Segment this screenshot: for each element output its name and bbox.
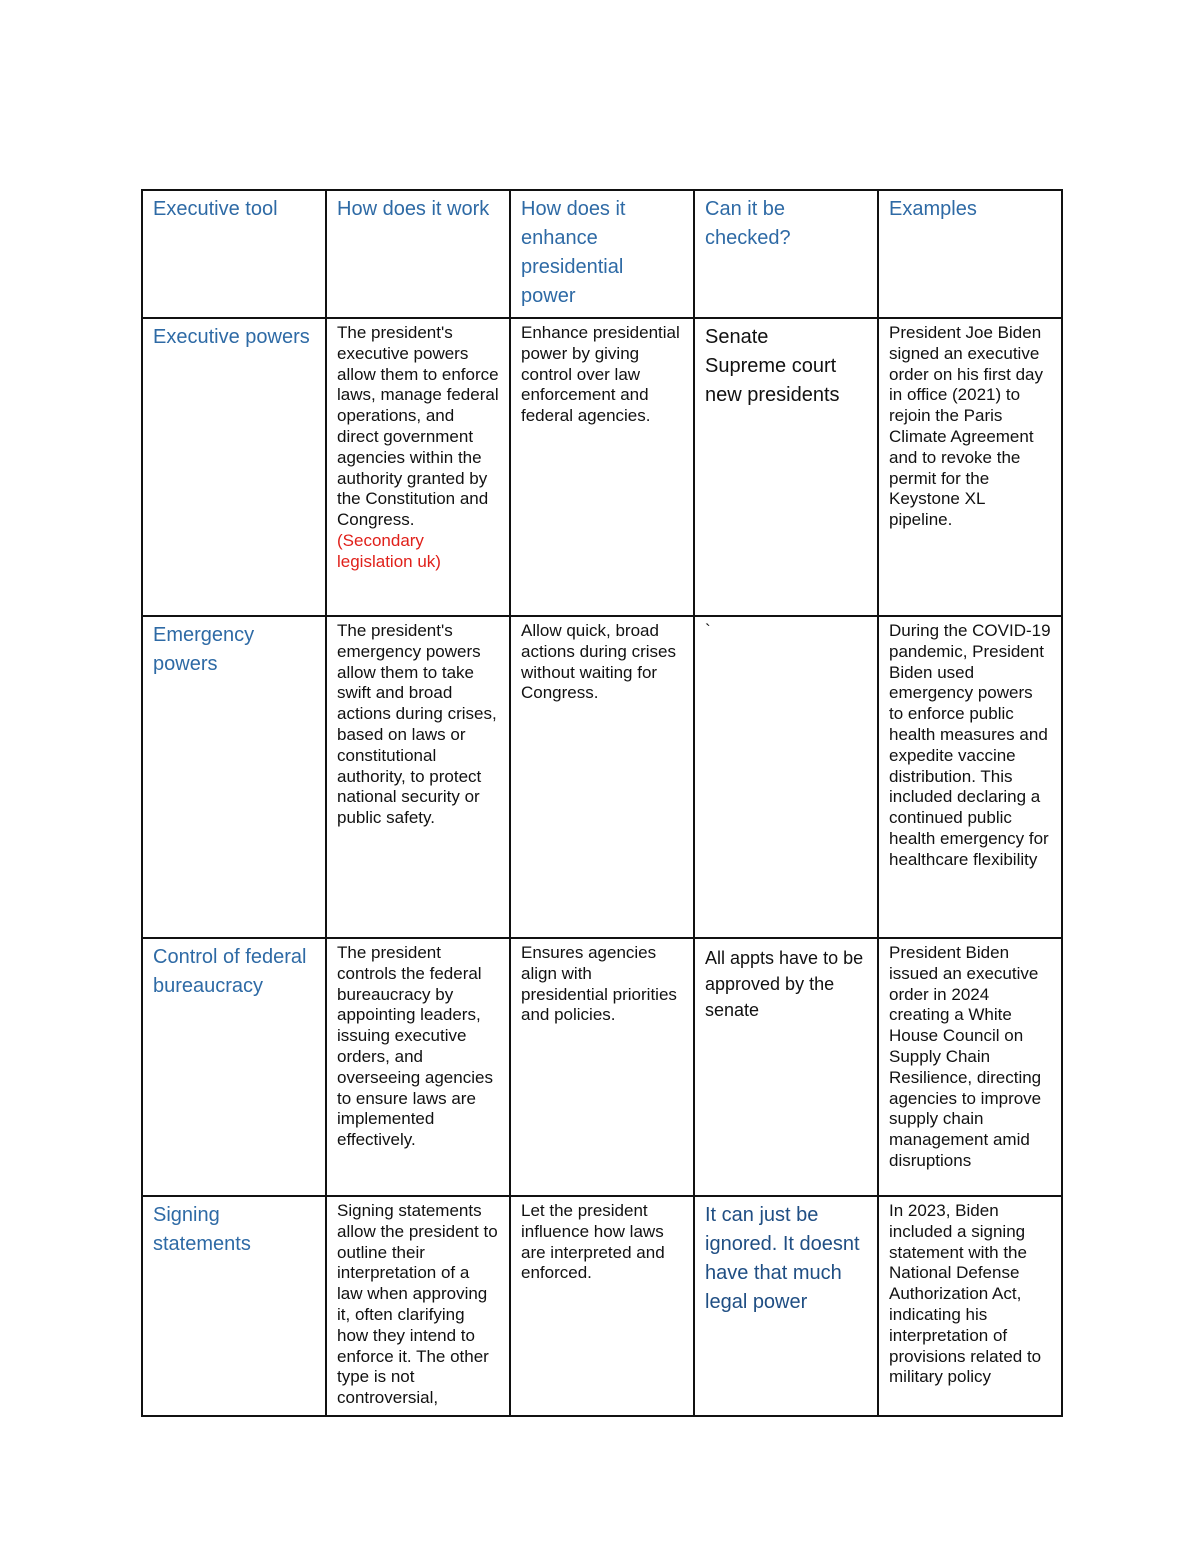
enhance-cell: Ensures agencies align with presidential priorities and policies. bbox=[510, 938, 694, 1196]
table-row bbox=[142, 938, 1062, 1196]
enhance-cell: Allow quick, broad actions during crises without waiting for Congress. bbox=[510, 616, 694, 938]
header-examples: Examples bbox=[878, 190, 1062, 318]
table-header-row bbox=[142, 190, 1062, 318]
table-row bbox=[142, 616, 1062, 938]
header-can-be-checked: Can it be checked? bbox=[694, 190, 878, 318]
checked-cell: All appts have to be approved by the senate bbox=[694, 938, 878, 1196]
enhance-cell: Let the president influence how laws are interpreted and enforced. bbox=[510, 1196, 694, 1416]
how-it-works-cell: The president controls the federal bureaucracy by appointing leaders, issuing executive orders, and overseeing agencies to ensure laws are implemented effectively. bbox=[326, 938, 510, 1196]
examples-cell: President Joe Biden signed an executive order on his first day in office (2021) to rejoin the Paris Climate Agreement and to revoke the permit for the Keystone XL pipeline. bbox=[878, 318, 1062, 616]
table-row bbox=[142, 318, 1062, 616]
header-enhance-power: How does it enhance presidential power bbox=[510, 190, 694, 318]
checked-cell: It can just be ignored. It doesnt have that much legal power bbox=[694, 1196, 878, 1416]
examples-cell: In 2023, Biden included a signing statement with the National Defense Authorization Act, indicating his interpretation of provisions related to military policy bbox=[878, 1196, 1062, 1416]
how-it-works-cell bbox=[326, 318, 510, 616]
secondary-legislation-note: (Secondary legislation uk) bbox=[337, 530, 441, 571]
row-title-emergency-powers: Emergency powers bbox=[142, 616, 326, 938]
examples-cell: During the COVID-19 pandemic, President Biden used emergency powers to enforce public health measures and expedite vaccine distribution. This included declaring a continued public health emergency for healthcare flexibility bbox=[878, 616, 1062, 938]
table-row bbox=[142, 1196, 1062, 1416]
examples-cell: President Biden issued an executive order in 2024 creating a White House Council on Supply Chain Resilience, directing agencies to improve supply chain management amid disruptions bbox=[878, 938, 1062, 1196]
header-how-it-works: How does it work bbox=[326, 190, 510, 318]
how-it-works-cell: The president's emergency powers allow them to take swift and broad actions during crises, based on laws or constitutional authority, to protect national security or public safety. bbox=[326, 616, 510, 938]
enhance-cell: Enhance presidential power by giving control over law enforcement and federal agencies. bbox=[510, 318, 694, 616]
how-it-works-cell: Signing statements allow the president to outline their interpretation of a law when approving it, often clarifying how they intend to enforce it. The other type is not controversial, bbox=[326, 1196, 510, 1416]
row-title-control-of-federal-bureaucracy: Control of federal bureaucracy bbox=[142, 938, 326, 1196]
header-executive-tool: Executive tool bbox=[142, 190, 326, 318]
row-title-signing-statements: Signing statements bbox=[142, 1196, 326, 1416]
row-title-executive-powers: Executive powers bbox=[142, 318, 326, 616]
checked-cell: Senate Supreme court new presidents bbox=[694, 318, 878, 616]
executive-tools-table bbox=[141, 189, 1063, 1417]
checked-cell: ` bbox=[694, 616, 878, 938]
how-it-works-text: The president's executive powers allow them to enforce laws, manage federal operations, and direct government agencies within the authority granted by the Constitution and Congress. bbox=[337, 323, 499, 530]
